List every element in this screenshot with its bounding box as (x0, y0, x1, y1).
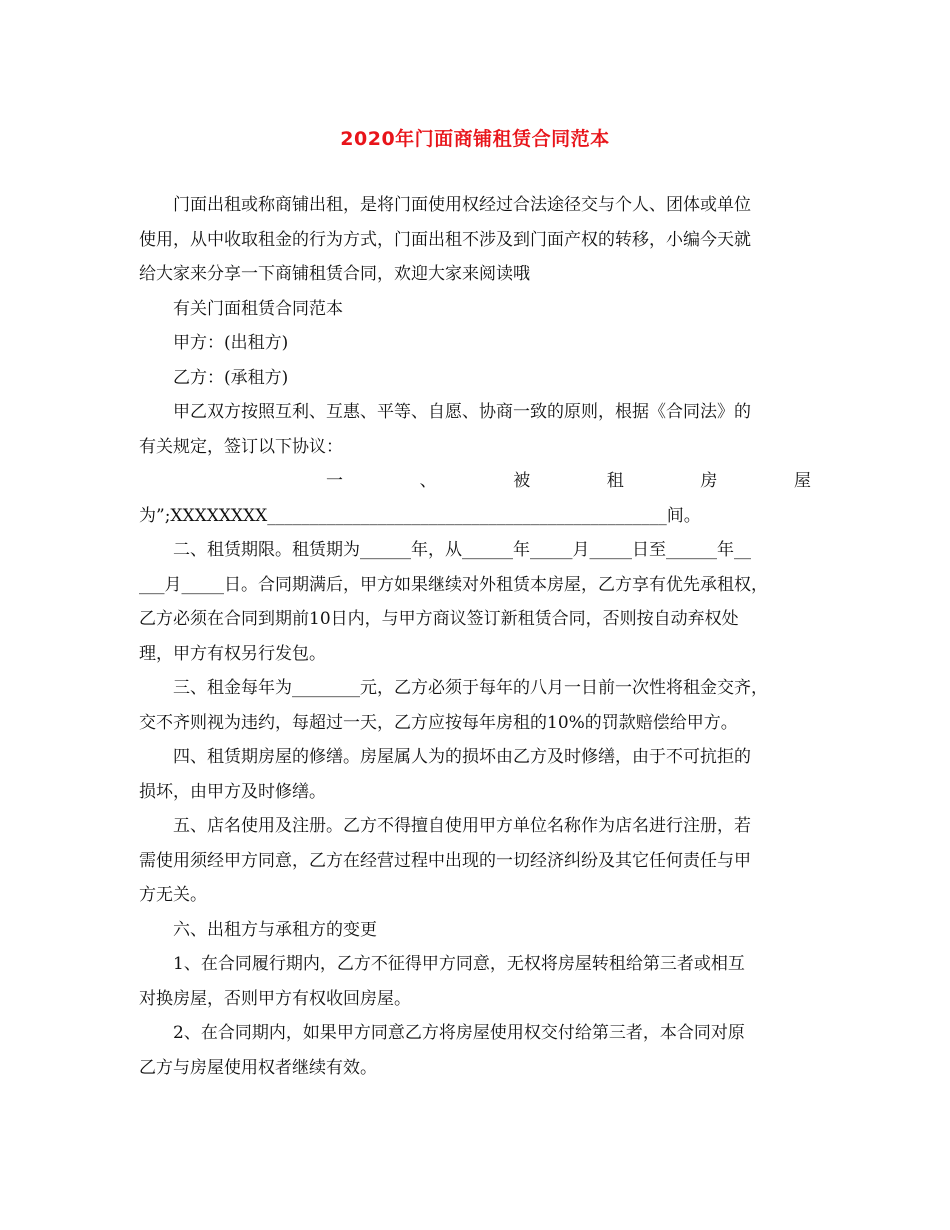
spread-char: 房 (700, 471, 718, 491)
paragraph-line: 乙方与房屋使用权者继续有效。 (139, 1057, 377, 1078)
paragraph-line: 对换房屋，否则甲方有权收回房屋。 (139, 988, 411, 1009)
paragraph-line: 有关门面租赁合同范本 (173, 298, 343, 319)
paragraph-line: 乙方必须在合同到期前10日内，与甲方商议签订新租赁合同，否则按自动弃权处 (139, 609, 739, 629)
paragraph-line: 乙方：(承租方) (173, 367, 289, 388)
paragraph-line: 二、租赁期限。租赁期为______年，从______年_____月_____日至______年__ (173, 540, 751, 560)
spread-clause-line (139, 464, 811, 499)
paragraph-line: 六、出租方与承租方的变更 (173, 919, 377, 940)
spread-char: 被 (513, 471, 531, 491)
paragraph-line: 三、租金每年为________元，乙方必须于每年的八月一日前一次性将租金交齐， (173, 678, 768, 698)
paragraph-line: 门面出租或称商铺出租，是将门面使用权经过合法途径交与个人、团体或单位 (173, 195, 751, 215)
paragraph-line: 有关规定，签订以下协议： (139, 436, 343, 457)
spread-char: 一 (326, 471, 343, 491)
paragraph-line: 2、在合同期内，如果甲方同意乙方将房屋使用权交付给第三者，本合同对原 (173, 1023, 745, 1043)
paragraph-line: 损坏，由甲方及时修缮。 (139, 781, 326, 802)
spread-char: 屋 (793, 471, 811, 491)
paragraph-line: ___月_____日。合同期满后，甲方如果继续对外租赁本房屋，乙方享有优先承租权， (139, 574, 768, 595)
spread-char: 、 (419, 471, 437, 491)
paragraph-line: 给大家来分享一下商铺租赁合同，欢迎大家来阅读哦 (139, 264, 530, 284)
document-body (139, 188, 811, 1085)
paragraph-line: 需使用须经甲方同意，乙方在经营过程中出现的一切经济纠纷及其它任何责任与甲 (139, 850, 751, 871)
paragraph-line: 交不齐则视为违约，每超过一天，乙方应按每年房租的10%的罚款赔偿给甲方。 (139, 712, 738, 733)
spread-char: 租 (606, 471, 624, 491)
paragraph-line: 甲乙双方按照互利、互惠、平等、自愿、协商一致的原则，根据《合同法》的 (173, 402, 751, 422)
paragraph-line: 理，甲方有权另行发包。 (139, 643, 326, 664)
paragraph-line: 方无关。 (139, 885, 207, 905)
document-title: 2020年门面商铺租赁合同范本 (340, 128, 610, 150)
paragraph-line: 五、店名使用及注册。乙方不得擅自使用甲方单位名称作为店名进行注册，若 (173, 816, 751, 836)
paragraph-line: 甲方：(出租方) (173, 333, 289, 353)
paragraph-line: 为”;XXXXXXXX_______________________________________________间。 (139, 505, 701, 526)
paragraph-line: 1、在合同履行期内，乙方不征得甲方同意，无权将房屋转租给第三者或相互 (173, 954, 745, 974)
paragraph-line: 四、租赁期房屋的修缮。房屋属人为的损坏由乙方及时修缮，由于不可抗拒的 (173, 747, 751, 767)
paragraph-line: 使用，从中收取租金的行为方式，门面出租不涉及到门面产权的转移，小编今天就 (139, 229, 751, 250)
